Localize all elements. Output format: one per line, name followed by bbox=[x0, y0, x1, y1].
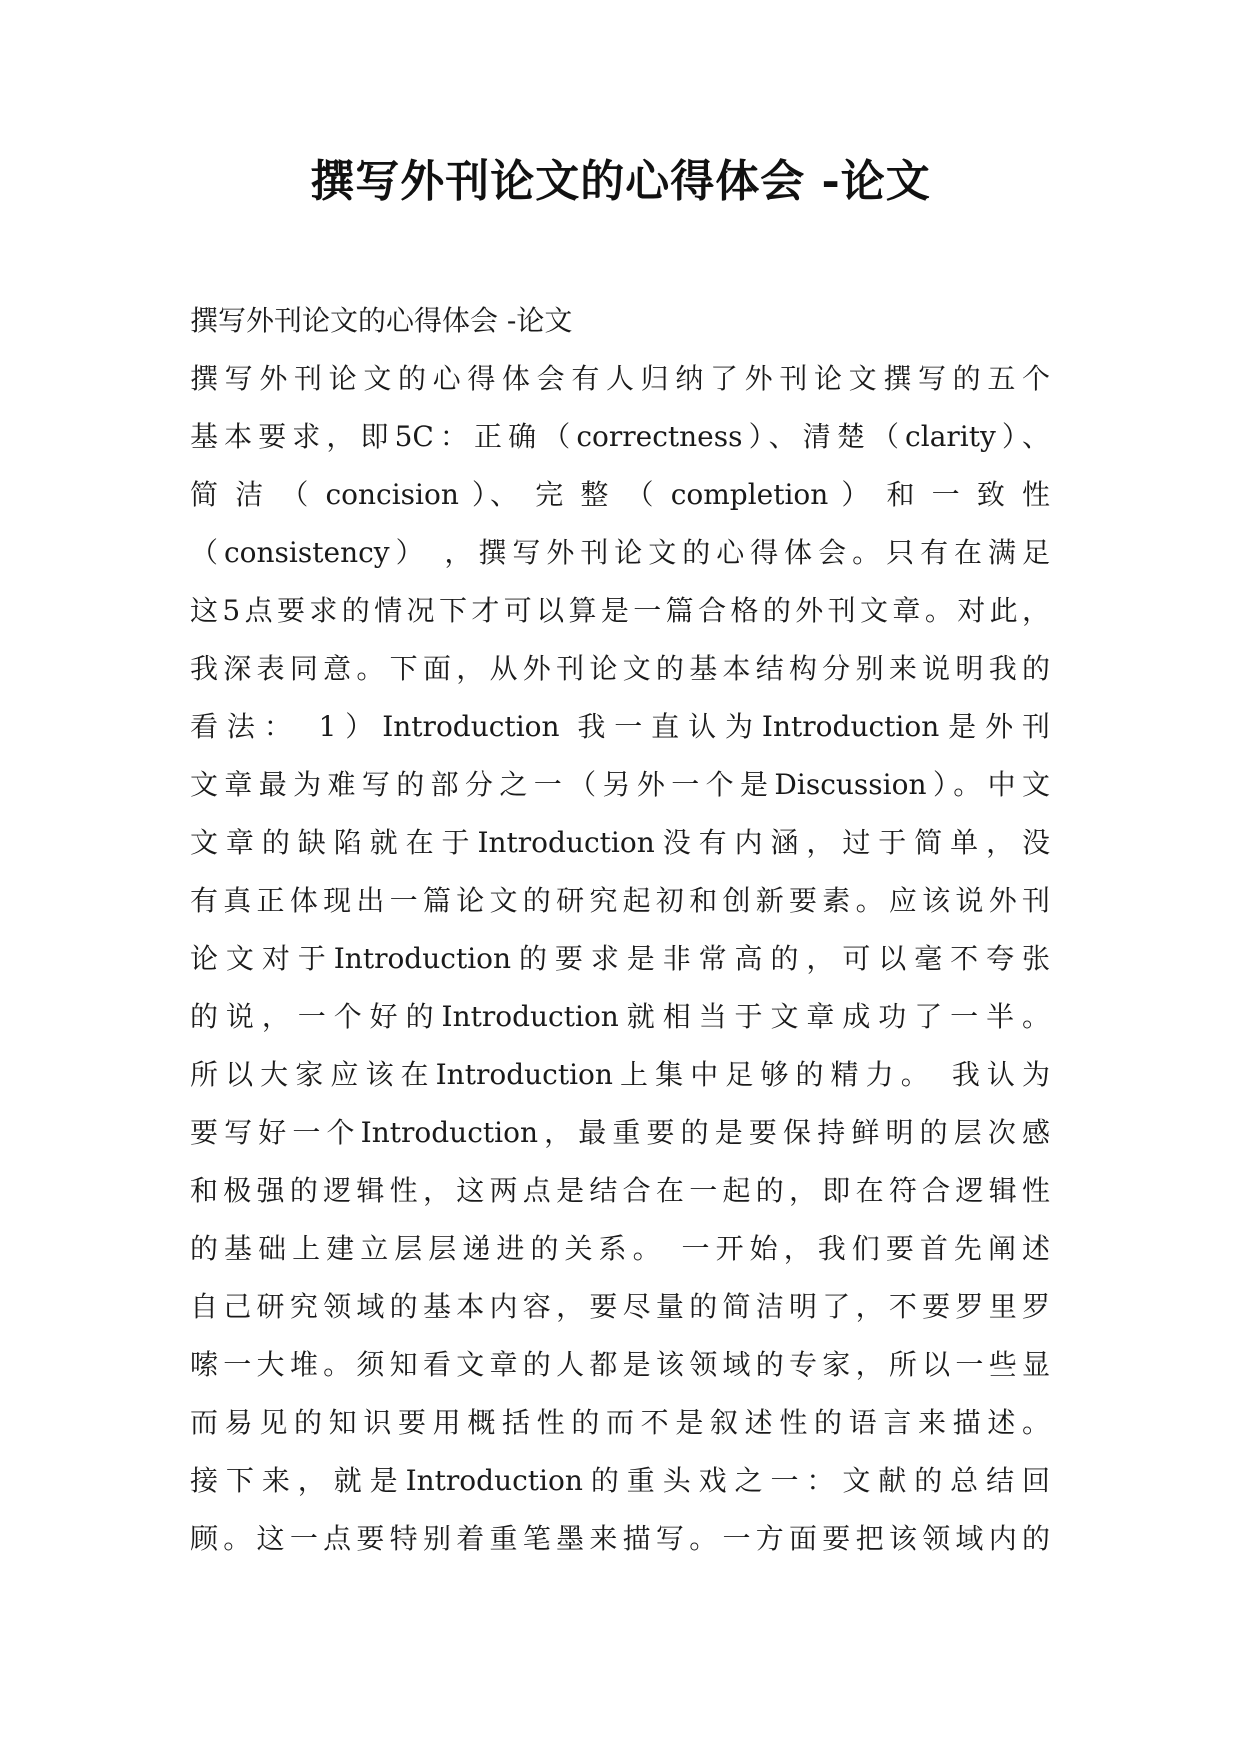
body-line: 的基础上建立层层递进的关系。 一开始，我们要首先阐述 bbox=[190, 1232, 1050, 1265]
body-line: 接下来，就是Introduction的重头戏之一：文献的总结回 bbox=[190, 1464, 1050, 1497]
body-line: 的说，一个好的Introduction就相当于文章成功了一半。 bbox=[190, 1000, 1050, 1033]
body-line: 要写好一个Introduction，最重要的是要保持鲜明的层次感 bbox=[190, 1116, 1050, 1149]
body-line: 顾。这一点要特别着重笔墨来描写。一方面要把该领域内的 bbox=[190, 1522, 1050, 1555]
body-line: 撰写外刊论文的心得体会 -论文 bbox=[190, 304, 573, 337]
body-line: 看法： 1）Introduction 我一直认为Introduction是外刊 bbox=[190, 710, 1050, 743]
body-line: 基本要求，即5C：正确（correctness）、清楚（clarity）、 bbox=[190, 420, 1050, 453]
body-line: （consistency） ，撰写外刊论文的心得体会。只有在满足 bbox=[190, 536, 1050, 569]
document-title: 撰写外刊论文的心得体会 -论文 bbox=[310, 156, 931, 207]
body-line: 自己研究领域的基本内容，要尽量的简洁明了，不要罗里罗 bbox=[190, 1290, 1050, 1323]
document-body bbox=[190, 292, 1050, 1568]
body-line: 有真正体现出一篇论文的研究起初和创新要素。应该说外刊 bbox=[190, 884, 1050, 917]
body-line: 简 洁 （ concision ）、 完 整 （ completion ） 和 一 致 性 bbox=[190, 478, 1050, 511]
body-line: 文章最为难写的部分之一（另外一个是Discussion）。中文 bbox=[190, 768, 1050, 801]
body-line: 文章的缺陷就在于Introduction没有内涵，过于简单，没 bbox=[190, 826, 1050, 859]
body-line: 嗦一大堆。须知看文章的人都是该领域的专家，所以一些显 bbox=[190, 1348, 1050, 1381]
body-line: 和极强的逻辑性，这两点是结合在一起的，即在符合逻辑性 bbox=[190, 1174, 1050, 1207]
body-line: 撰写外刊论文的心得体会有人归纳了外刊论文撰写的五个 bbox=[190, 362, 1050, 395]
body-line: 论文对于Introduction的要求是非常高的，可以毫不夸张 bbox=[190, 942, 1050, 975]
body-line: 而易见的知识要用概括性的而不是叙述性的语言来描述。 bbox=[190, 1406, 1050, 1439]
body-line: 这5点要求的情况下才可以算是一篇合格的外刊文章。对此， bbox=[190, 594, 1050, 627]
body-line: 所以大家应该在Introduction上集中足够的精力。 我认为 bbox=[190, 1058, 1050, 1091]
body-line: 我深表同意。下面，从外刊论文的基本结构分别来说明我的 bbox=[190, 652, 1050, 685]
